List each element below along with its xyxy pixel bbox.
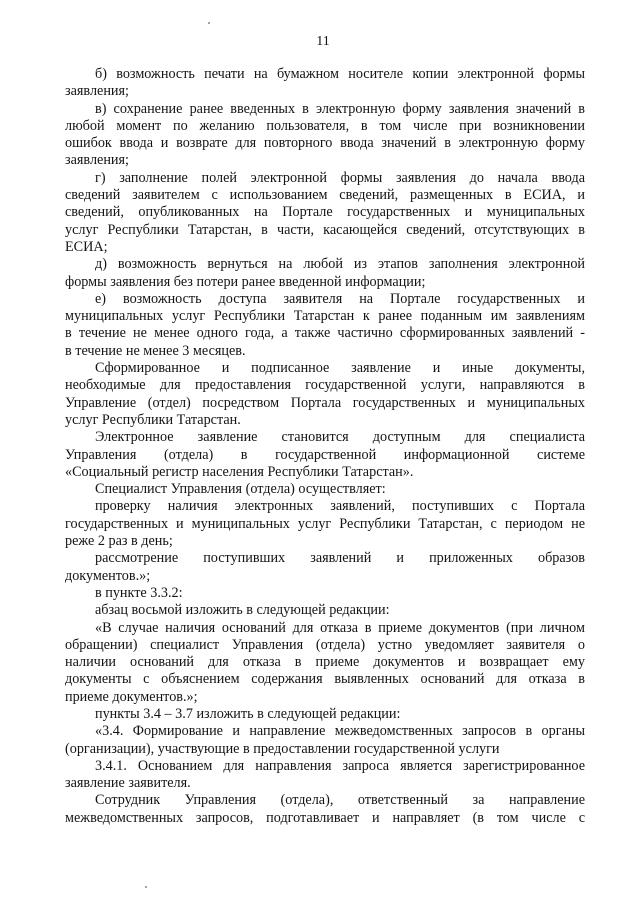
text-line: муниципальных услуг Республики Татарстан к ранее поданным им заявлениям [65, 308, 585, 325]
text-line: обращении) специалист Управления (отдела) устно уведомляет заявителя о [65, 636, 585, 653]
paragraph [65, 620, 585, 706]
paragraph [65, 429, 585, 481]
text-line: проверку наличия электронных заявлений, поступивших с Портала [95, 498, 585, 515]
text-line: «Социальный регистр населения Республики Татарстан». [65, 463, 414, 480]
text-line: сведений, опубликованных на Портале государственных и муниципальных [65, 204, 585, 221]
text-line: е) возможность доступа заявителя на Портале государственных и [95, 290, 585, 307]
text-line: б) возможность печати на бумажном носителе копии электронной формы [95, 66, 585, 82]
text-line: в течение не менее 3 месяцев. [65, 342, 246, 359]
text-line: г) заполнение полей электронной формы заявления до начала ввода [95, 169, 585, 186]
text-line: заявления; [65, 83, 129, 100]
paragraph [65, 585, 585, 602]
paragraph [65, 291, 585, 360]
text-line: д) возможность вернуться на любой из этапов заполнения электронной [95, 256, 585, 273]
text-line: формы заявления без потери ранее введенной информации; [65, 273, 426, 290]
text-line: заявления; [65, 152, 129, 169]
paragraph [65, 723, 585, 758]
paragraph [65, 550, 585, 585]
paragraph [65, 66, 585, 101]
text-line: ЕСИА; [65, 238, 108, 255]
paragraph [65, 360, 585, 429]
text-line: заявление заявителя. [65, 775, 191, 792]
text-line: в) сохранение ранее введенных в электронную форму заявления значений в [95, 100, 585, 117]
paragraph [65, 498, 585, 550]
text-line: в течение не менее одного года, а также частично сформированных заявлений - [65, 325, 585, 342]
text-line: реже 2 раз в день; [65, 533, 173, 550]
text-line: рассмотрение поступивших заявлений и приложенных образов [95, 550, 585, 567]
text-line: «В случае наличия оснований для отказа в приеме документов (при личном [95, 619, 585, 636]
paragraph [65, 481, 585, 498]
text-line: в пункте 3.3.2: [95, 584, 183, 601]
text-line: документов.»; [65, 567, 151, 584]
document-body [65, 66, 585, 827]
scan-speck [208, 22, 210, 24]
text-line: необходимые для предоставления государственной услуги, направляются в [65, 377, 585, 394]
text-line: документы с объяснением содержания выявленных оснований для отказа в [65, 671, 585, 688]
text-line: Управления (отдела) в государственной информационной системе [65, 446, 585, 463]
text-line: Управление (отдел) посредством Портала государственных и муниципальных [65, 394, 585, 411]
text-line: услуг Республики Татарстан, в части, касающейся сведений, отсутствующих в [65, 221, 585, 238]
text-line: наличии оснований для отказа в приеме документов и возвращает ему [65, 654, 585, 671]
text-line: Электронное заявление становится доступным для специалиста [95, 429, 585, 446]
text-line: пункты 3.4 – 3.7 изложить в следующей редакции: [95, 705, 401, 722]
paragraph [65, 706, 585, 723]
paragraph [65, 170, 585, 256]
text-line: любой момент по желанию пользователя, в том числе при возникновении [65, 117, 585, 134]
scan-speck [145, 886, 147, 888]
text-line: «3.4. Формирование и направление межведомственных запросов в органы [95, 723, 585, 740]
paragraph [65, 256, 585, 291]
text-line: 3.4.1. Основанием для направления запроса является зарегистрированное [95, 757, 585, 774]
text-line: услуг Республики Татарстан. [65, 411, 241, 428]
text-line: абзац восьмой изложить в следующей редакции: [95, 602, 390, 619]
paragraph [65, 792, 585, 827]
text-line: сведений заявителем с использованием сведений, размещенных в ЕСИА, и [65, 187, 585, 204]
text-line: Сотрудник Управления (отдела), ответственный за направление [95, 792, 585, 809]
text-line: Сформированное и подписанное заявление и иные документы, [95, 360, 585, 377]
paragraph [65, 758, 585, 793]
text-line: межведомственных запросов, подготавливает и направляет (в том числе с [65, 809, 585, 826]
page-number: 11 [316, 34, 330, 49]
text-line: Специалист Управления (отдела) осуществляет: [95, 481, 386, 498]
text-line: (организации), участвующие в предоставлении государственной услуги [65, 740, 500, 757]
text-line: приеме документов.»; [65, 688, 198, 705]
text-line: государственных и муниципальных услуг Республики Татарстан, с периодом не [65, 515, 585, 532]
paragraph [65, 602, 585, 619]
paragraph [65, 101, 585, 170]
text-line: ошибок ввода и возврате для повторного ввода значений в электронную форму [65, 135, 585, 152]
